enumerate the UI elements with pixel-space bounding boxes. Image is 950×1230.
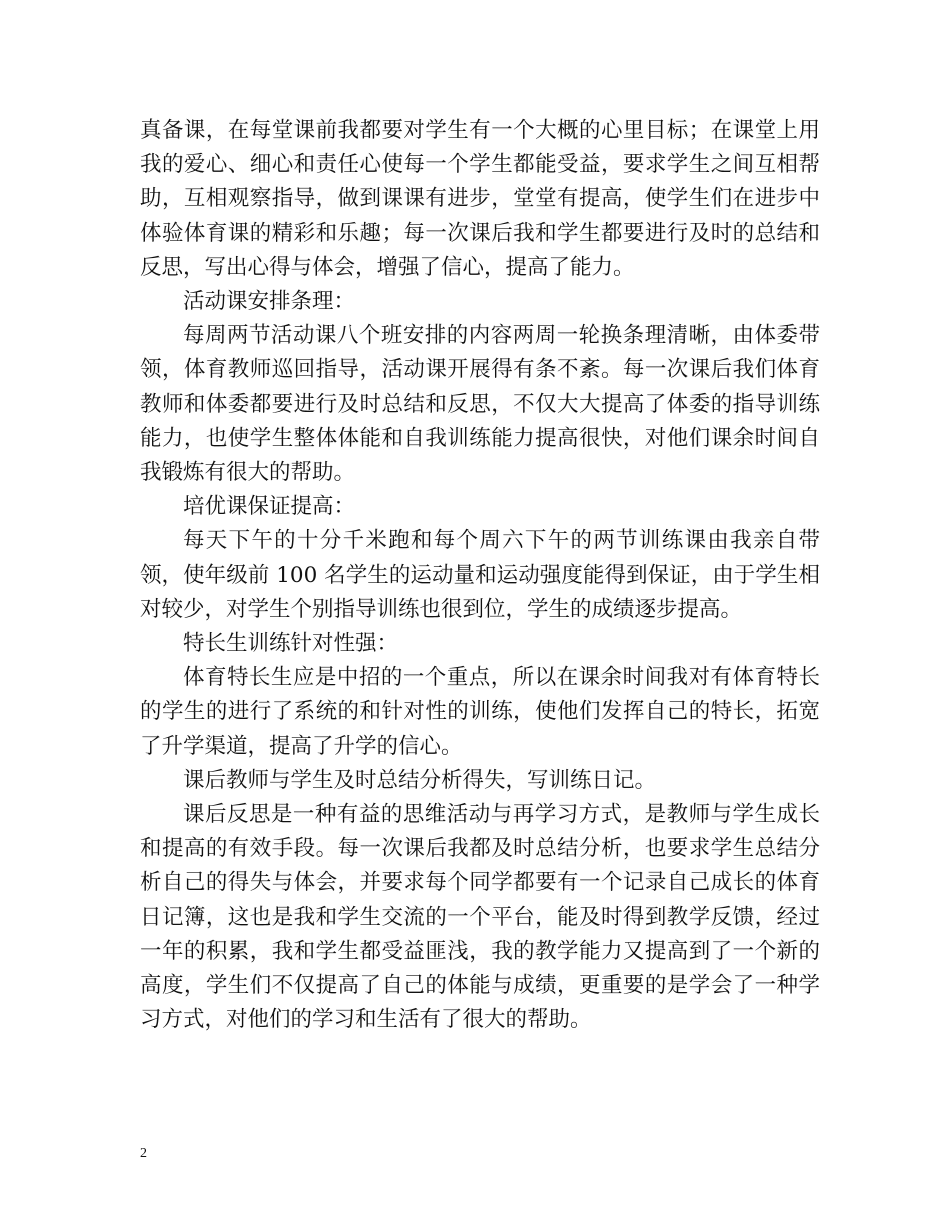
- paragraph-advanced-class: 每天下午的十分千米跑和每个周六下午的两节训练课由我亲自带领，使年级前 100 名学生的运动量和运动强度能得到保证，由于学生相对较少，对学生个别指导训练也很到位，学生的成绩逐步提高。: [140, 528, 820, 622]
- paragraph-activity-class: 每周两节活动课八个班安排的内容两周一轮换条理清晰，由体委带领，体育教师巡回指导，活动课开展得有条不紊。每一次课后我们体育教师和体委都要进行及时总结和反思，不仅大大提高了体委的指导训练能力，也使学生整体体能和自我训练能力提高很快，对他们课余时间自我锻炼有很大的帮助。: [140, 323, 820, 486]
- body-text: [140, 114, 820, 1037]
- heading-activity-class: 活动课安排条理：: [183, 289, 356, 315]
- page-number: 2: [140, 1146, 147, 1161]
- heading-specialty-training: 特长生训练针对性强：: [183, 631, 399, 657]
- heading-advanced-class: 培优课保证提高：: [183, 494, 356, 520]
- paragraph-after-class-review: 课后反思是一种有益的思维活动与再学习方式，是教师与学生成长和提高的有效手段。每一次课后我都及时总结分析，也要求学生总结分析自己的得失与体会，并要求每个同学都要有一个记录自己成长的体育日记簿，这也是我和学生交流的一个平台，能及时得到教学反馈，经过一年的积累，我和学生都受益匪浅，我的教学能力又提高到了一个新的高度，学生们不仅提高了自己的体能与成绩，更重要的是学会了一种学习方式，对他们的学习和生活有了很大的帮助。: [140, 802, 820, 1033]
- heading-after-class-review: 课后教师与学生及时总结分析得失，写训练日记。: [183, 767, 657, 793]
- paragraph-continuation: 真备课，在每堂课前我都要对学生有一个大概的心里目标；在课堂上用我的爱心、细心和责任心使每一个学生都能受益，要求学生之间互相帮助，互相观察指导，做到课课有进步，堂堂有提高，使学生们在进步中体验体育课的精彩和乐趣；每一次课后我和学生都要进行及时的总结和反思，写出心得与体会，增强了信心，提高了能力。: [140, 118, 820, 280]
- paragraph-specialty-training: 体育特长生应是中招的一个重点，所以在课余时间我对有体育特长的学生的进行了系统的和针对性的训练，使他们发挥自己的特长，拓宽了升学渠道，提高了升学的信心。: [140, 665, 820, 759]
